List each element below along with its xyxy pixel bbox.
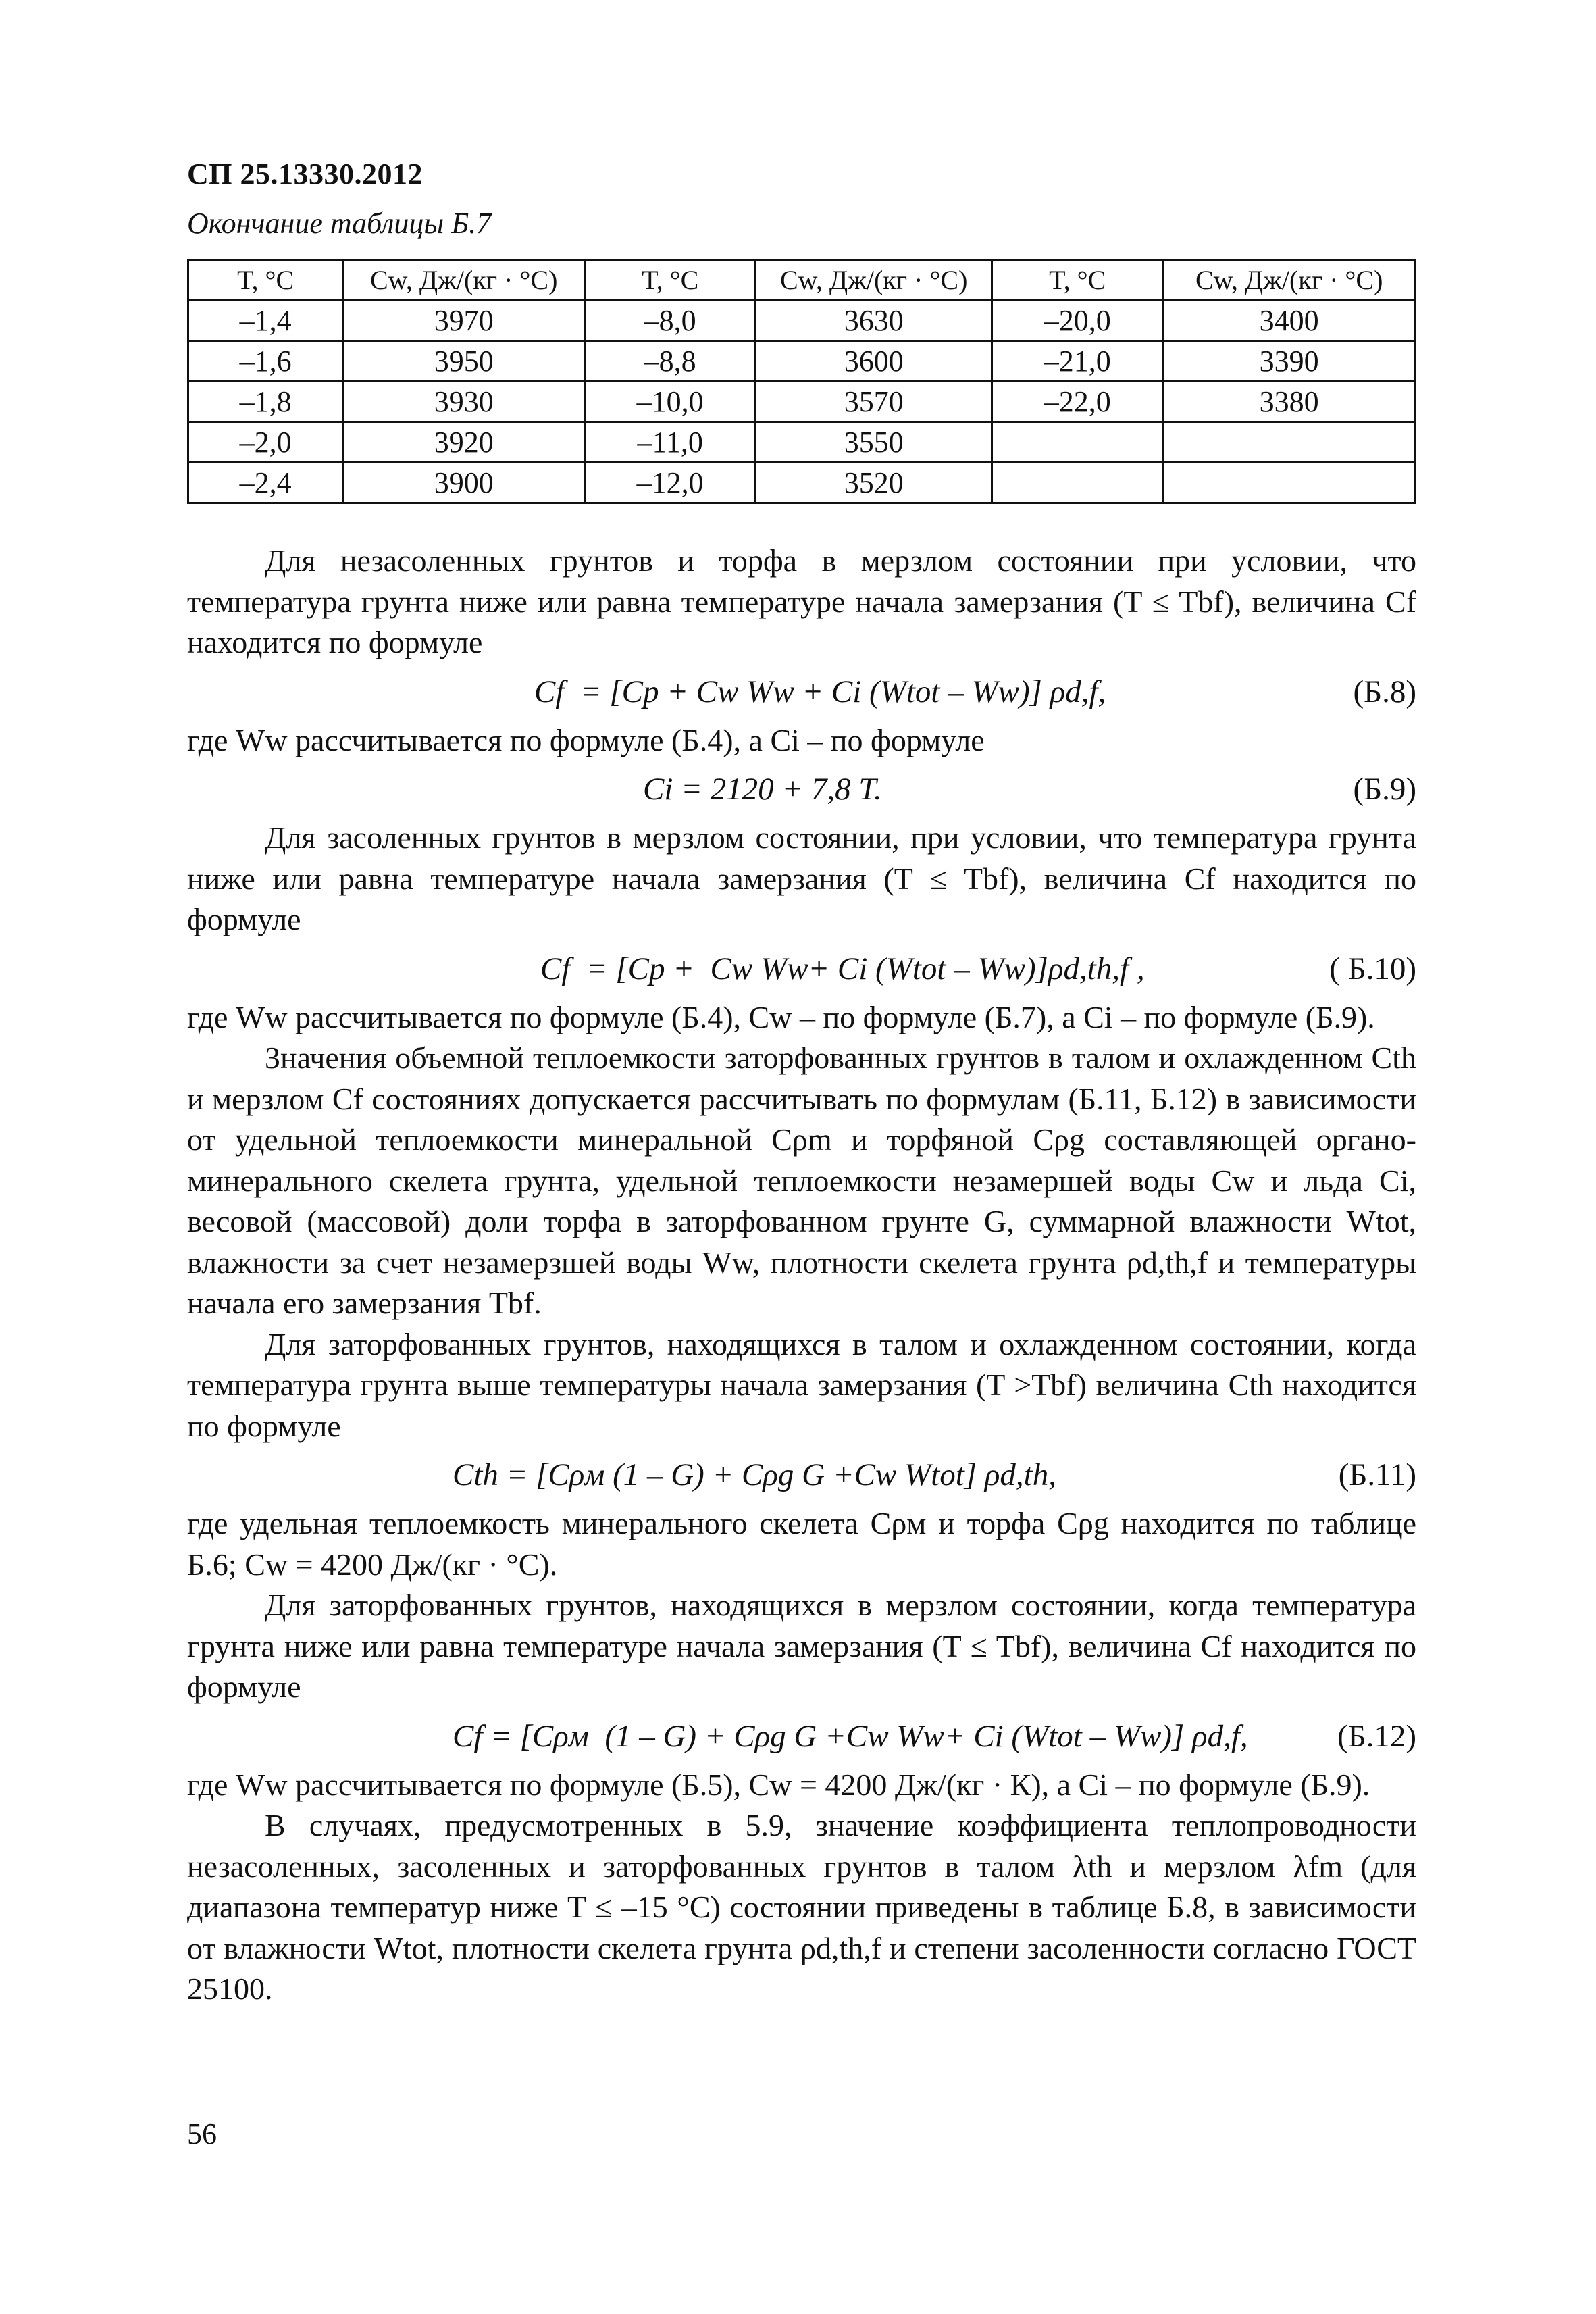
table-cell: –2,0 [188,422,343,463]
equation-number: ( Б.10) [1329,951,1416,986]
table-cell [1163,422,1416,463]
equation-b8 [187,663,1416,720]
paragraph: Для заторфованных грунтов, находящихся в талом и охлажденном состоянии, когда температура грунта выше температуры начала замерзания (T >Tbf) величина Cth находится по формуле [187,1326,1416,1443]
table-cell: –8,8 [585,341,756,382]
equation-formula: Cf = [Cρм (1 – G) + Cρg G +Cw Ww+ Ci (Wtot – Ww)] ρd,f, [453,1718,1248,1754]
equation-number: (Б.9) [1353,772,1416,807]
table-cell: –8,0 [585,301,756,341]
table-row [188,463,1416,503]
column-header: Cw, Дж/(кг · °C) [1163,260,1416,301]
table-cell: 3920 [343,422,585,463]
table-cell: 3520 [756,463,992,503]
heat-capacity-table [187,259,1416,504]
table-cell: 3600 [756,341,992,382]
table-cell: –1,6 [188,341,343,382]
column-header: Cw, Дж/(кг · °C) [343,260,585,301]
equation-number: (Б.12) [1337,1718,1416,1754]
column-header: Cw, Дж/(кг · °C) [756,260,992,301]
table-cell: 3950 [343,341,585,382]
table-row [188,382,1416,422]
equation-formula: Ci = 2120 + 7,8 T. [643,772,882,807]
column-header: T, °C [992,260,1163,301]
table-cell: –1,8 [188,382,343,422]
column-header: T, °C [188,260,343,301]
paragraph: В случаях, предусмотренных в 5.9, значение коэффициента теплопроводности незасоленных, засоленных и заторфованных грунтов в талом λth и мерзлом λfm (для диапазона температур ниже T ≤ –15 °C) состоянии приведены в таблице Б.8, в зависимости от влажности Wtot, плотности скелета грунта ρd,th,f и степени засоленности согласно ГОСТ 25100. [187,1808,1416,2006]
paragraph: где удельная теплоемкость минерального скелета Cρм и торфа Cρg находится по таблице Б.6; Cw = 4200 Дж/(кг · °C). [187,1506,1416,1582]
table-cell [992,422,1163,463]
paragraph: где Ww рассчитывается по формуле (Б.4), а Ci – по формуле [187,722,985,757]
table-cell: 3390 [1163,341,1416,382]
table-cell: –1,4 [188,301,343,341]
table-row [188,301,1416,341]
equation-b9 [187,761,1416,818]
equation-formula: Cth = [Cρм (1 – G) + Cρg G +Cw Wtot] ρd,th, [453,1457,1056,1492]
paragraph: Для засоленных грунтов в мерзлом состоянии, при условии, что температура грунта ниже или равна температуре начала замерзания (T ≤ Tbf), величина Cf находится по формуле [187,820,1416,936]
table-cell: –20,0 [992,301,1163,341]
equation-number: (Б.8) [1353,674,1416,709]
equation-number: (Б.11) [1338,1457,1416,1492]
column-header: T, °C [585,260,756,301]
table-cell: 3970 [343,301,585,341]
table-cell: 3930 [343,382,585,422]
equation-b10 [187,940,1416,997]
table-cell: 3900 [343,463,585,503]
table-row [188,422,1416,463]
table-cell: –21,0 [992,341,1163,382]
paragraph: где Ww рассчитывается по формуле (Б.5), Cw = 4200 Дж/(кг · К), а Ci – по формуле (Б.9). [187,1767,1370,1802]
table-row [188,341,1416,382]
table-caption: Окончание таблицы Б.7 [187,207,492,240]
document-code: СП 25.13330.2012 [187,157,423,191]
paragraph: Для незасоленных грунтов и торфа в мерзлом состоянии при условии, что температура грунта ниже или равна температуре начала замерзания (T ≤ Tbf), величина Cf находится по формуле [187,543,1416,659]
equation-formula: Cf = [Cp + Cw Ww+ Ci (Wtot – Ww)]ρd,th,f , [540,951,1145,986]
table-cell: –10,0 [585,382,756,422]
table-cell: –22,0 [992,382,1163,422]
table-cell [992,463,1163,503]
paragraph: Для заторфованных грунтов, находящихся в мерзлом состоянии, когда температура грунта ниже или равна температуре начала замерзания (T ≤ Tbf), величина Cf находится по формуле [187,1588,1416,1704]
table-cell: 3550 [756,422,992,463]
body-text [187,540,1416,2010]
equation-b12 [187,1708,1416,1765]
equation-formula: Cf = [Cp + Cw Ww + Ci (Wtot – Ww)] ρd,f, [534,674,1106,709]
table-cell [1163,463,1416,503]
page-number: 56 [187,2117,217,2150]
table-header-row [188,260,1416,301]
table-cell: 3630 [756,301,992,341]
table-cell: 3380 [1163,382,1416,422]
table-cell: –12,0 [585,463,756,503]
paragraph: где Ww рассчитывается по формуле (Б.4), Cw – по формуле (Б.7), а Ci – по формуле (Б.9). [187,999,1375,1034]
table-cell: 3400 [1163,301,1416,341]
table-cell: –2,4 [188,463,343,503]
table-cell: –11,0 [585,422,756,463]
table-cell: 3570 [756,382,992,422]
paragraph: Значения объемной теплоемкости заторфованных грунтов в талом и охлажденном Cth и мерзлом Cf состояниях допускается рассчитывать по формулам (Б.11, Б.12) в зависимости от удельной теплоемкости минеральной Cρm и торфяной Cρg составляющей органо-минерального скелета грунта, удельной теплоемкости незамершей воды Cw и льда Ci, весовой (массовой) доли торфа в заторфованном грунте G, суммарной влажности Wtot, влажности за счет незамерзшей воды Ww, плотности скелета грунта ρd,th,f и температуры начала его замерзания Tbf. [187,1040,1416,1320]
equation-b11 [187,1447,1416,1503]
